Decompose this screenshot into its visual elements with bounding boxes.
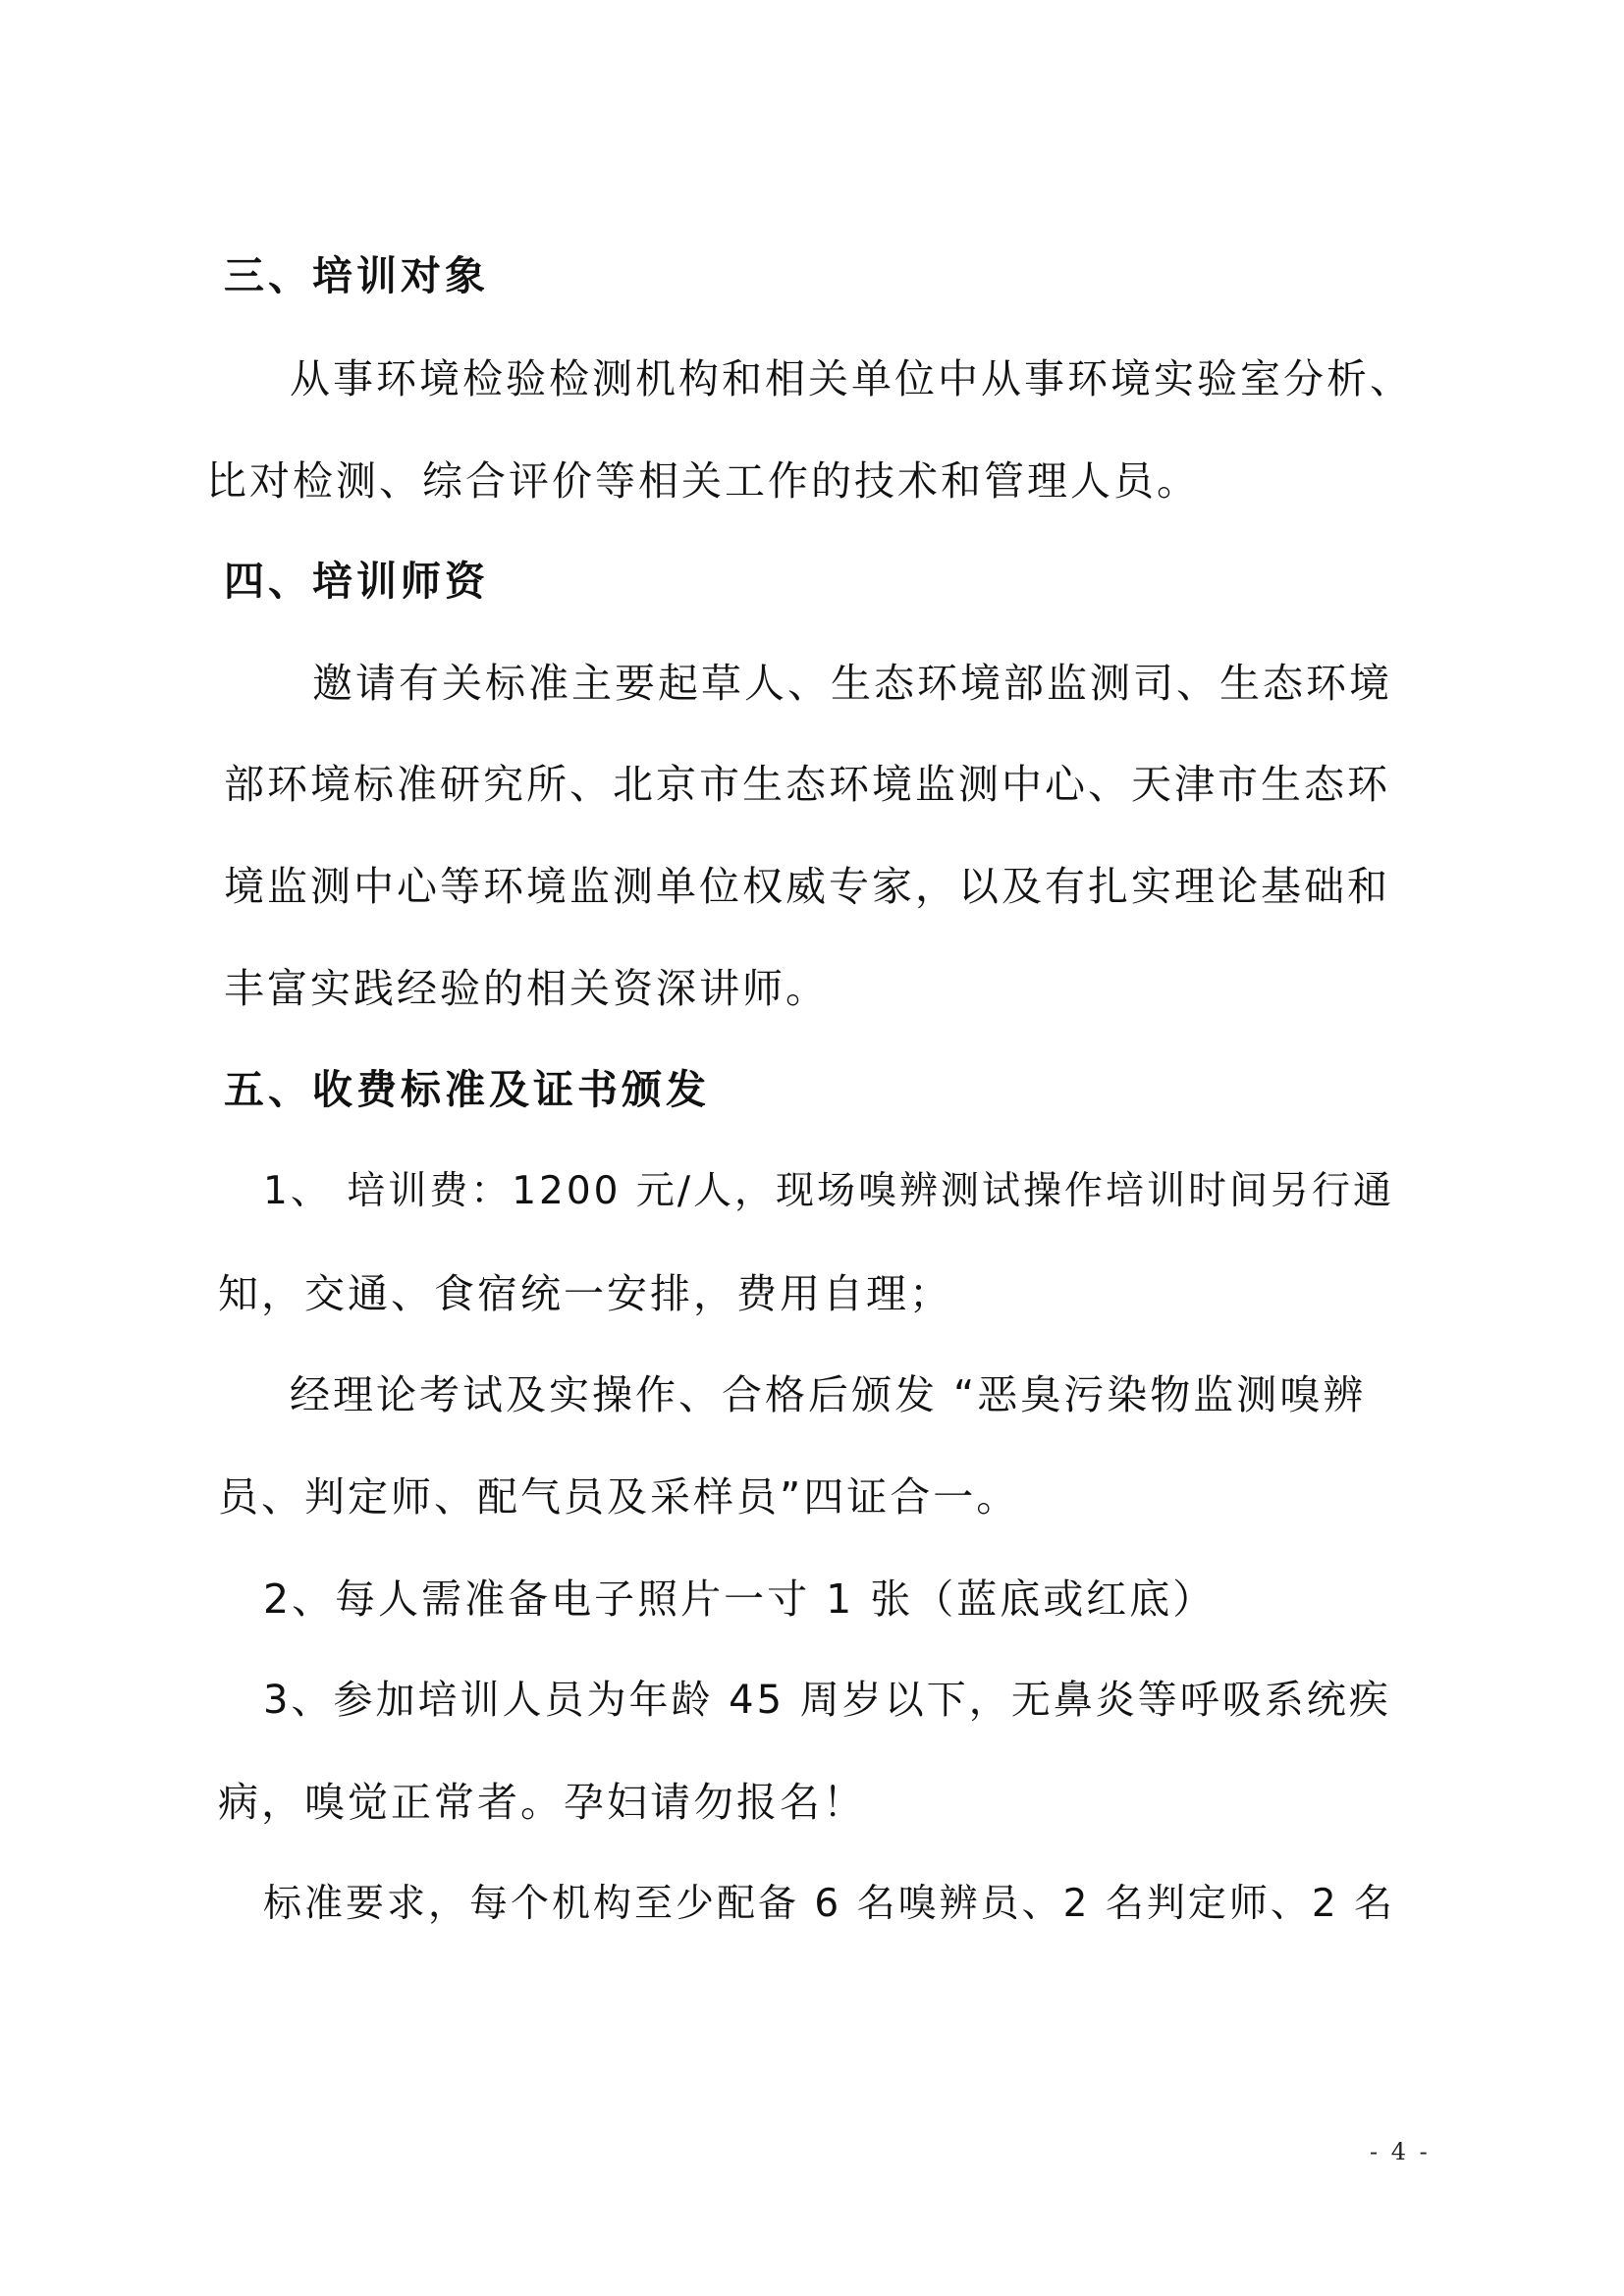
page-number: - 4 - [1370, 2138, 1431, 2165]
section-heading-training-audience: 三、培训对象 [224, 252, 489, 299]
section-heading-training-faculty: 四、培训师资 [224, 558, 489, 605]
paragraph-line: 标准要求，每个机构至少配备 6 名嗅辨员、2 名判定师、2 名 [263, 1882, 1396, 1926]
paragraph-line: 从事环境检验检测机构和相关单位中从事环境实验室分析、 [290, 355, 1413, 402]
paragraph-line: 丰富实践经验的相关资深讲师。 [224, 965, 829, 1012]
paragraph-line: 境监测中心等环境监测单位权威专家，以及有扎实理论基础和 [224, 863, 1390, 910]
paragraph-line: 知，交通、食宿统一安排，费用自理； [218, 1270, 952, 1317]
section-heading-fees-and-certificates: 五、收费标准及证书颁发 [224, 1066, 710, 1113]
paragraph-line: 部环境标准研究所、北京市生态环境监测中心、天津市生态环 [224, 761, 1390, 808]
paragraph-line: 比对检测、综合评价等相关工作的技术和管理人员。 [206, 457, 1200, 505]
paragraph-line: 1、 培训费：1200 元/人，现场嗅辨测试操作培训时间另行通 [263, 1169, 1394, 1213]
paragraph-line: 员、判定师、配气员及采样员”四证合一。 [218, 1473, 1020, 1521]
paragraph-line: 经理论考试及实操作、合格后颁发 “恶臭污染物监测嗅辨 [290, 1371, 1367, 1418]
paragraph-line: 病，嗅觉正常者。孕妇请勿报名！ [218, 1779, 866, 1826]
paragraph-line: 邀请有关标准主要起草人、生态环境部监测司、生态环境 [312, 660, 1392, 707]
paragraph-line: 3、参加培训人员为年龄 45 周岁以下，无鼻炎等呼吸系统疾 [263, 1678, 1391, 1723]
paragraph-line: 2、每人需准备电子照片一寸 1 张（蓝底或红底） [263, 1575, 1217, 1623]
